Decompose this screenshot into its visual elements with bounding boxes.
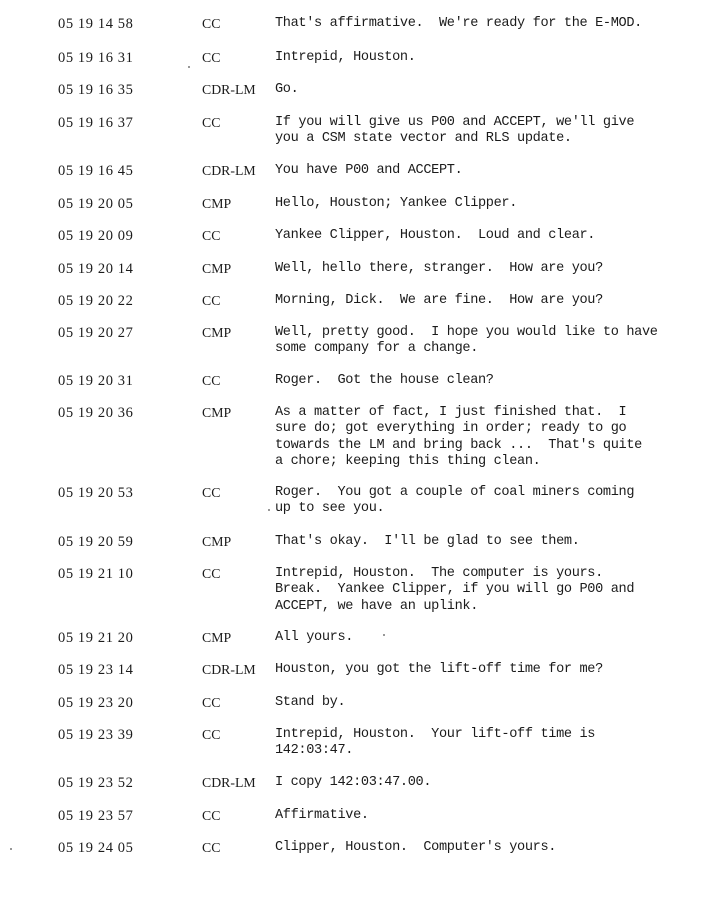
entry-text: That's okay. I'll be glad to see them. (275, 534, 580, 549)
entry-timestamp: 05 19 23 57 (58, 808, 134, 824)
entry-speaker: CDR-LM (202, 775, 256, 790)
entry-text: If you will give us P00 and ACCEPT, we'll give you a CSM state vector and RLS update. (275, 115, 635, 147)
entry-timestamp: 05 19 21 10 (58, 566, 134, 582)
scan-speck (10, 848, 12, 850)
entry-text: Yankee Clipper, Houston. Loud and clear. (275, 228, 596, 243)
entry-timestamp: 05 19 20 14 (58, 261, 134, 277)
entry-text: All yours. (275, 630, 354, 645)
entry-speaker: CDR-LM (202, 82, 256, 97)
entry-speaker: CC (202, 228, 221, 243)
entry-speaker: CC (202, 50, 221, 65)
entry-text: Affirmative. (275, 808, 369, 823)
scan-speck (268, 509, 270, 511)
entry-speaker: CMP (202, 196, 232, 211)
entry-timestamp: 05 19 16 37 (58, 115, 134, 131)
entry-text: As a matter of fact, I just finished that. I sure do; got everything in order; ready to go towards the LM and bring back ... That's quite a chore; keeping this thing clean. (275, 405, 642, 470)
entry-text: Houston, you got the lift-off time for me? (275, 662, 603, 677)
entry-timestamp: 05 19 20 09 (58, 228, 134, 244)
entry-timestamp: 05 19 21 20 (58, 630, 134, 646)
entry-speaker: CC (202, 293, 221, 308)
entry-text: Intrepid, Houston. The computer is yours. Break. Yankee Clipper, if you will go P00 and ACCEPT, we have an uplink. (275, 566, 635, 614)
entry-speaker: CC (202, 695, 221, 710)
entry-speaker: CC (202, 840, 221, 855)
entry-text: I copy 142:03:47.00. (275, 775, 432, 790)
entry-text: You have P00 and ACCEPT. (275, 163, 463, 178)
entry-text: That's affirmative. We're ready for the E-MOD. (275, 16, 642, 31)
entry-speaker: CDR-LM (202, 662, 256, 677)
entry-text: Clipper, Houston. Computer's yours. (275, 840, 557, 855)
entry-timestamp: 05 19 20 27 (58, 325, 134, 341)
entry-timestamp: 05 19 20 05 (58, 196, 134, 212)
entry-speaker: CMP (202, 325, 232, 340)
entry-timestamp: 05 19 24 05 (58, 840, 134, 856)
entry-timestamp: 05 19 16 31 (58, 50, 134, 66)
entry-timestamp: 05 19 20 59 (58, 534, 134, 550)
entry-text: Go. (275, 82, 299, 97)
entry-speaker: CMP (202, 261, 232, 276)
entry-speaker: CC (202, 16, 221, 31)
entry-timestamp: 05 19 20 53 (58, 485, 134, 501)
scan-speck (383, 634, 385, 636)
entry-timestamp: 05 19 23 14 (58, 662, 134, 678)
entry-text: Roger. You got a couple of coal miners coming up to see you. (275, 485, 635, 517)
entry-text: Intrepid, Houston. Your lift-off time is 142:03:47. (275, 727, 596, 759)
entry-timestamp: 05 19 23 52 (58, 775, 134, 791)
entry-text: Morning, Dick. We are fine. How are you? (275, 293, 603, 308)
entry-speaker: CC (202, 115, 221, 130)
entry-timestamp: 05 19 14 58 (58, 16, 134, 32)
entry-timestamp: 05 19 20 31 (58, 373, 134, 389)
entry-timestamp: 05 19 20 22 (58, 293, 134, 309)
entry-text: Hello, Houston; Yankee Clipper. (275, 196, 518, 211)
entry-text: Well, hello there, stranger. How are you? (275, 261, 603, 276)
entry-text: Roger. Got the house clean? (275, 373, 494, 388)
entry-speaker: CC (202, 485, 221, 500)
entry-timestamp: 05 19 16 35 (58, 82, 134, 98)
entry-timestamp: 05 19 20 36 (58, 405, 134, 421)
entry-speaker: CC (202, 727, 221, 742)
entry-timestamp: 05 19 16 45 (58, 163, 134, 179)
entry-speaker: CC (202, 566, 221, 581)
entry-text: Stand by. (275, 695, 346, 710)
entry-speaker: CDR-LM (202, 163, 256, 178)
entry-speaker: CC (202, 808, 221, 823)
entry-speaker: CMP (202, 405, 232, 420)
entry-speaker: CMP (202, 534, 232, 549)
scan-speck (188, 66, 190, 68)
entry-speaker: CMP (202, 630, 232, 645)
entry-text: Intrepid, Houston. (275, 50, 416, 65)
entry-timestamp: 05 19 23 39 (58, 727, 134, 743)
entry-speaker: CC (202, 373, 221, 388)
entry-timestamp: 05 19 23 20 (58, 695, 134, 711)
entry-text: Well, pretty good. I hope you would like to have some company for a change. (275, 325, 658, 357)
